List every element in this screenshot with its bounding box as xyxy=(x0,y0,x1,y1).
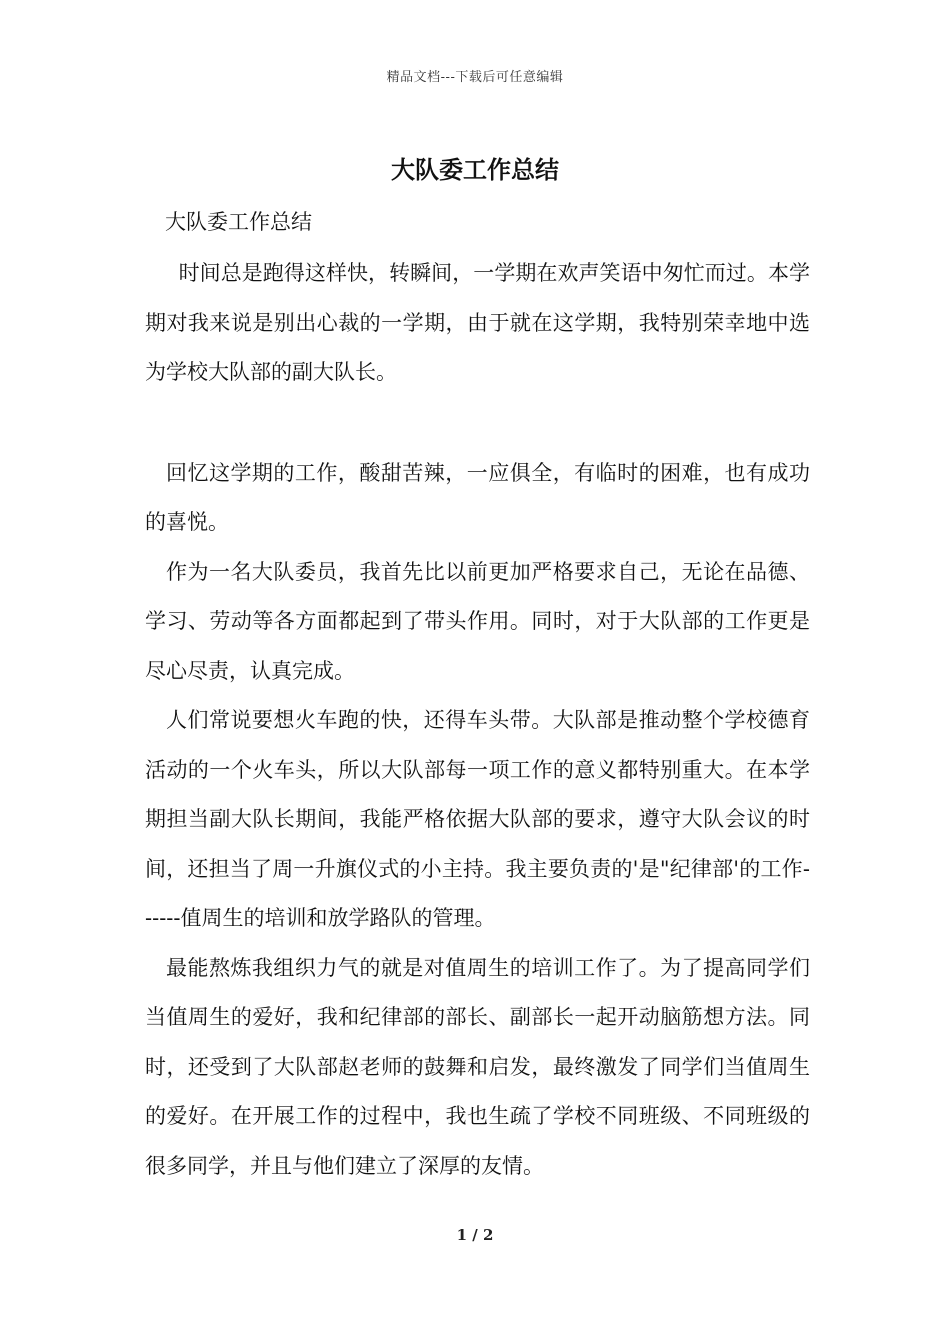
page-indicator: 1 / 2 xyxy=(456,1226,494,1244)
header-note: 精品文档---下载后可任意编辑 xyxy=(386,70,564,85)
document-subtitle: 大队委工作总结 xyxy=(165,210,312,234)
paragraph-5: 最能熬炼我组织力气的就是对值周生的培训工作了。为了提高同学们当值周生的爱好，我和纪律部的部长、副部长一起开动脑筋想方法。同时，还受到了大队部赵老师的鼓舞和启发，最终激发了同学们当值周生的爱好。在开展工作的过程中，我也生疏了学校不同班级、不同班级的很多同学，并且与他们建立了深厚的友情。 xyxy=(145,955,810,1178)
document-title: 大队委工作总结 xyxy=(391,155,559,184)
paragraph-3: 作为一名大队委员，我首先比以前更加严格要求自己，无论在品德、学习、劳动等各方面都起到了带头作用。同时，对于大队部的工作更是尽心尽责，认真完成。 xyxy=(145,559,810,683)
paragraph-2: 回忆这学期的工作，酸甜苦辣，一应俱全，有临时的困难，也有成功的喜悦。 xyxy=(145,460,810,534)
paragraph-spacer xyxy=(145,398,810,449)
document-body xyxy=(145,200,810,1191)
paragraph-1: 时间总是跑得这样快，转瞬间，一学期在欢声笑语中匆忙而过。本学期对我来说是别出心裁的一学期，由于就在这学期，我特别荣幸地中选为学校大队部的副大队长。 xyxy=(145,261,810,384)
paragraph-4: 人们常说要想火车跑的快，还得车头带。大队部是推动整个学校德育活动的一个火车头，所以大队部每一项工作的意义都特别重大。在本学期担当副大队长期间，我能严格依据大队部的要求，遵守大队会议的时间，还担当了周一升旗仪式的小主持。我主要负责的'是"纪律部'的工作------值周生的培训和放学路队的管理。 xyxy=(145,708,810,930)
